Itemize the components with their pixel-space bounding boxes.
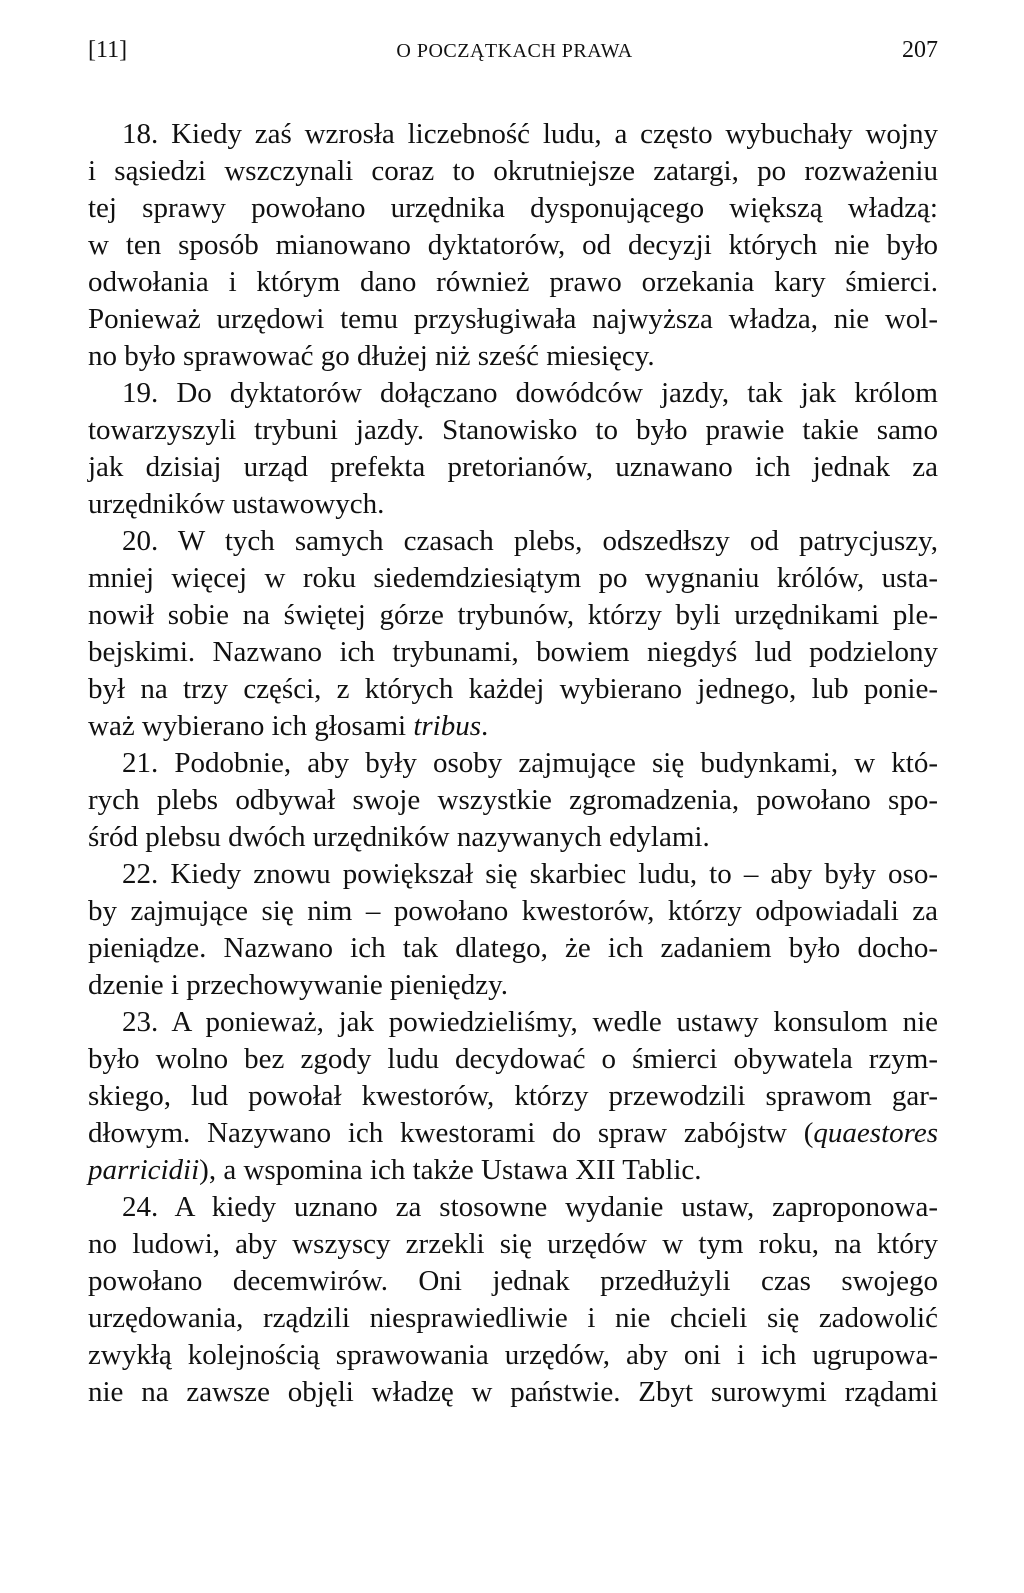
text-line bbox=[88, 1152, 938, 1189]
italic-term: quaestores bbox=[813, 1117, 938, 1149]
body-text bbox=[88, 116, 938, 1411]
text-line bbox=[88, 708, 938, 745]
text-line: dzenie i przechowywanie pieniędzy. bbox=[88, 969, 509, 1001]
text-line: zwykłą kolejnością sprawowania urzędów, aby oni i ich ugrupowa- bbox=[88, 1339, 938, 1371]
text-line bbox=[88, 1115, 938, 1152]
text-line: nie na zawsze objęli władzę w państwie. Zbyt surowymi rządami bbox=[88, 1376, 938, 1408]
running-head bbox=[88, 30, 938, 70]
text-line: 22. Kiedy znowu powiększał się skarbiec ludu, to – aby były oso- bbox=[122, 858, 938, 890]
paragraph-23 bbox=[88, 1004, 938, 1189]
text-line: 23. A ponieważ, jak powiedzieliśmy, wedle ustawy konsulom nie bbox=[122, 1006, 938, 1038]
text-line: 19. Do dyktatorów dołączano dowódców jazdy, tak jak królom bbox=[122, 377, 938, 409]
paragraph-24 bbox=[88, 1189, 938, 1411]
text-line: rych plebs odbywał swoje wszystkie zgromadzenia, powołano spo- bbox=[88, 784, 938, 816]
text-line: 20. W tych samych czasach plebs, odszedłszy od patrycjuszy, bbox=[122, 525, 938, 557]
text-line: by zajmujące się nim – powołano kwestorów, którzy odpowiadali za bbox=[88, 895, 938, 927]
italic-term: parricidii bbox=[88, 1154, 200, 1186]
section-number: [11] bbox=[88, 37, 128, 63]
text-line: towarzyszyli trybuni jazdy. Stanowisko to było prawie takie samo bbox=[88, 414, 938, 446]
text-line: mniej więcej w roku siedemdziesiątym po wygnaniu królów, usta- bbox=[88, 562, 938, 594]
text-line: skiego, lud powołał kwestorów, którzy przewodzili sprawom gar- bbox=[88, 1080, 938, 1112]
text-line: no było sprawować go dłużej niż sześć miesięcy. bbox=[88, 340, 655, 372]
text-fragment: ), a wspomina ich także Ustawa XII Tablic. bbox=[199, 1154, 702, 1186]
text-line: i sąsiedzi wszczynali coraz to okrutniejsze zatargi, po rozważeniu bbox=[88, 155, 938, 187]
running-title: O POCZĄTKACH PRAWA bbox=[396, 40, 633, 62]
text-line: jak dzisiaj urząd prefekta pretorianów, uznawano ich jednak za bbox=[88, 451, 938, 483]
paragraph-19 bbox=[88, 375, 938, 523]
text-line: odwołania i którym dano również prawo orzekania kary śmierci. bbox=[88, 266, 938, 298]
text-line: 24. A kiedy uznano za stosowne wydanie ustaw, zaproponowa- bbox=[122, 1191, 938, 1223]
text-line: pieniądze. Nazwano ich tak dlatego, że ich zadaniem było docho- bbox=[88, 932, 938, 964]
text-fragment: . bbox=[481, 710, 489, 742]
text-fragment: dłowym. Nazywano ich kwestorami do spraw zabójstw ( bbox=[88, 1117, 814, 1149]
text-line: 21. Podobnie, aby były osoby zajmujące się budynkami, w któ- bbox=[122, 747, 938, 779]
text-line: tej sprawy powołano urzędnika dysponującego większą władzą: bbox=[88, 192, 938, 224]
text-line: w ten sposób mianowano dyktatorów, od decyzji których nie było bbox=[88, 229, 938, 261]
italic-term: tribus bbox=[413, 710, 482, 742]
paragraph-18 bbox=[88, 116, 938, 375]
text-line: był na trzy części, z których każdej wybierano jednego, lub ponie- bbox=[88, 673, 938, 705]
text-line: bejskimi. Nazwano ich trybunami, bowiem niegdyś lud podzielony bbox=[88, 636, 938, 668]
text-line: było wolno bez zgody ludu decydować o śmierci obywatela rzym- bbox=[88, 1043, 938, 1075]
text-fragment: waż wybierano ich głosami bbox=[88, 710, 414, 742]
text-line: urzędowania, rządzili niesprawiedliwie i nie chcieli się zadowolić bbox=[88, 1302, 938, 1334]
book-page bbox=[88, 30, 938, 1411]
text-line: powołano decemwirów. Oni jednak przedłużyli czas swojego bbox=[88, 1265, 938, 1297]
text-line: no ludowi, aby wszyscy zrzekli się urzędów w tym roku, na który bbox=[88, 1228, 938, 1260]
text-line: nowił sobie na świętej górze trybunów, którzy byli urzędnikami ple- bbox=[88, 599, 938, 631]
text-line: Ponieważ urzędowi temu przysługiwała najwyższa władza, nie wol- bbox=[88, 303, 938, 335]
paragraph-21 bbox=[88, 745, 938, 856]
paragraph-22 bbox=[88, 856, 938, 1004]
text-line: 18. Kiedy zaś wzrosła liczebność ludu, a często wybuchały wojny bbox=[122, 118, 938, 150]
paragraph-20 bbox=[88, 523, 938, 745]
text-line: śród plebsu dwóch urzędników nazywanych edylami. bbox=[88, 821, 710, 853]
page-number: 207 bbox=[902, 37, 938, 63]
text-line: urzędników ustawowych. bbox=[88, 488, 385, 520]
